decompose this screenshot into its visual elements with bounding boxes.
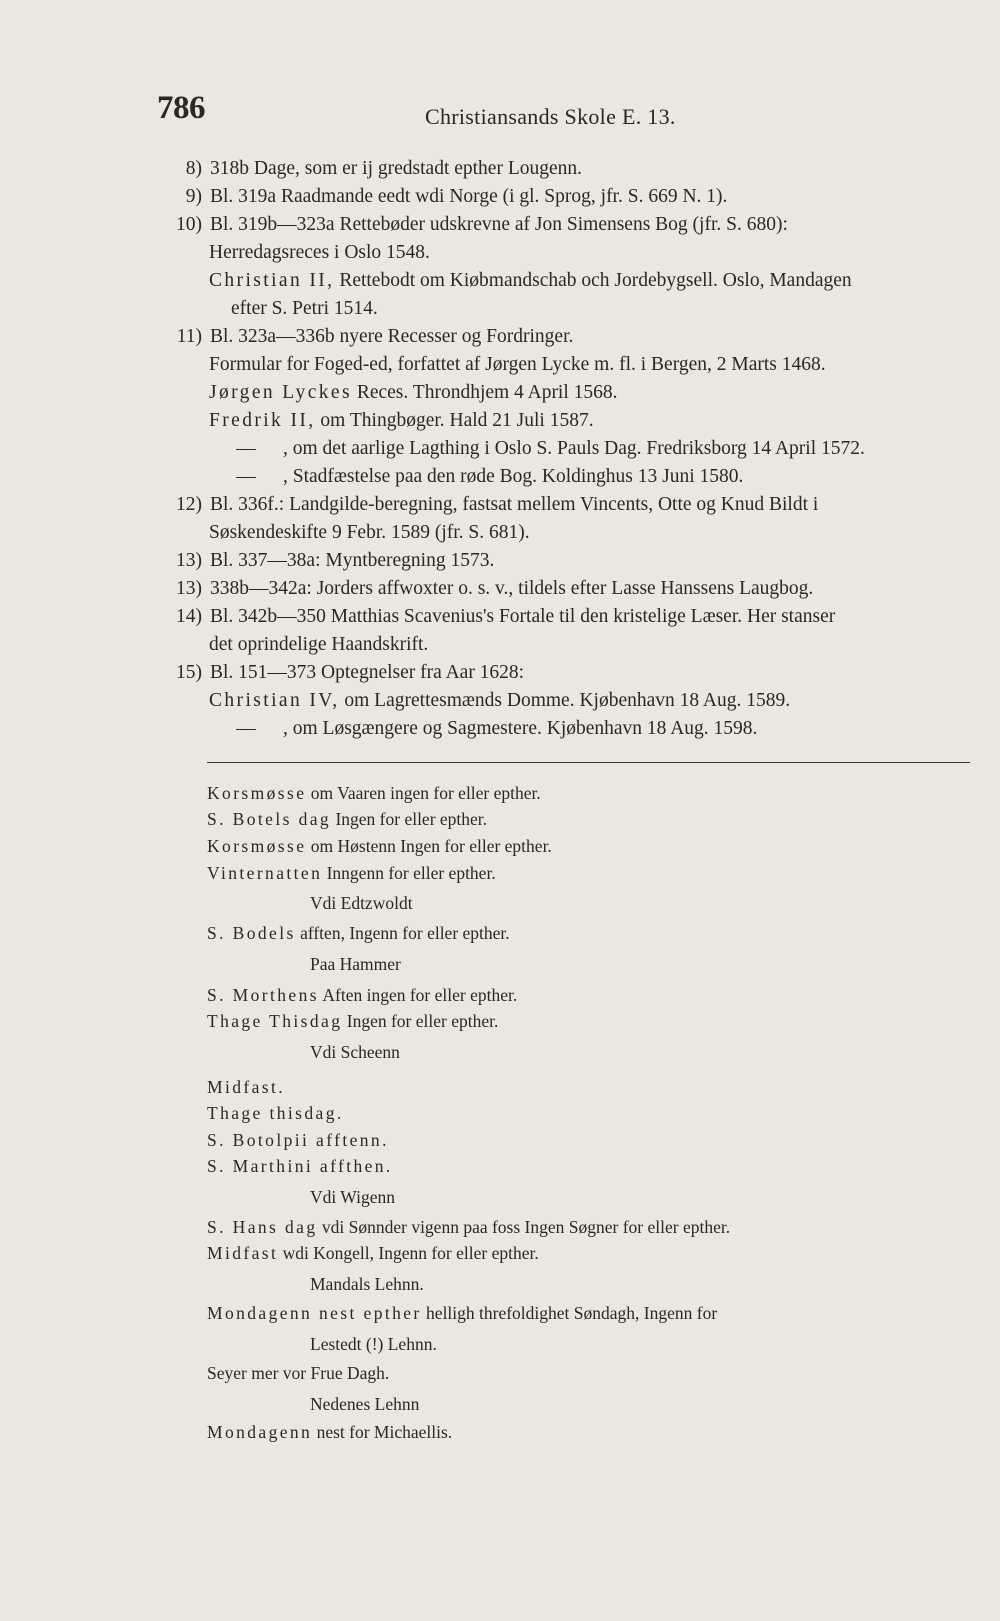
entry-line	[209, 465, 743, 489]
source-text: Ingen for eller epther.	[342, 1011, 499, 1031]
entry-text: om Thingbøger. Hald 21 Juli 1587.	[315, 410, 594, 431]
source-text: Aften ingen for eller epther.	[318, 985, 518, 1005]
entry-line	[150, 493, 818, 517]
source-line	[207, 1076, 285, 1098]
place-heading: Mandals Lehnn.	[310, 1274, 424, 1294]
entry-number: 10)	[176, 214, 202, 235]
entry-line	[209, 717, 757, 741]
entry-text: om Lagrettesmænds Domme. Kjøbenhavn 18 Aug. 1589.	[339, 690, 791, 711]
source-line	[207, 1155, 393, 1177]
place-heading: Nedenes Lehnn	[310, 1394, 420, 1414]
entry-line	[209, 689, 790, 713]
spaced-term: Midfast	[207, 1243, 279, 1263]
entry-text: 338b—342a: Jorders affwoxter o. s. v., tildels efter Lasse Hanssens Laugbog.	[210, 578, 814, 599]
entry-line	[209, 241, 430, 265]
entry-text: , om det aarlige Lagthing i Oslo S. Pauls Dag. Fredriksborg 14 April 1572.	[283, 438, 865, 459]
entry-line	[209, 633, 428, 657]
entry-text: Bl. 323a—336b nyere Recesser og Fordringer.	[210, 326, 574, 347]
spaced-term: S. Hans dag	[207, 1217, 318, 1237]
entry-text: Formular for Foged-ed, forfattet af Jørgen Lycke m. fl. i Bergen, 2 Marts 1468.	[209, 354, 826, 375]
entry-text: Bl. 151—373 Optegnelser fra Aar 1628:	[210, 662, 525, 683]
source-text: Seyer mer vor Frue Dagh.	[207, 1363, 390, 1383]
place-heading: Vdi Wigenn	[310, 1187, 396, 1207]
spaced-term: Korsmøsse	[207, 836, 307, 856]
entry-number: 8)	[185, 158, 202, 179]
ditto-dash: —	[236, 466, 256, 487]
entry-number: 11)	[176, 326, 202, 347]
source-text: helligh threfoldighet Søndagh, Ingenn for	[421, 1303, 718, 1323]
spaced-term: Thage Thisdag	[207, 1011, 343, 1031]
entry-text: , Stadfæstelse paa den røde Bog. Koldinghus 13 Juni 1580.	[283, 466, 744, 487]
source-text: Inngenn for eller epther.	[322, 863, 496, 883]
entry-line	[209, 409, 594, 433]
source-line	[207, 1421, 452, 1443]
entry-line	[231, 297, 378, 321]
place-heading: Vdi Edtzwoldt	[310, 893, 413, 913]
source-text: wdi Kongell, Ingenn for eller epther.	[278, 1243, 539, 1263]
entry-line	[150, 213, 788, 237]
source-line	[207, 782, 541, 804]
entry-line	[209, 353, 826, 377]
source-line	[207, 862, 496, 884]
place-heading: Paa Hammer	[310, 954, 401, 974]
entry-text: Bl. 319a Raadmande eedt wdi Norge (i gl. Sprog, jfr. S. 669 N. 1).	[210, 186, 728, 207]
entry-text: efter S. Petri 1514.	[231, 298, 378, 319]
source-text: om Vaaren ingen for eller epther.	[306, 783, 541, 803]
entry-number: 15)	[176, 662, 202, 683]
spaced-term: S. Bodels	[207, 923, 296, 943]
entry-number: 13)	[176, 550, 202, 571]
entry-number: 13)	[176, 578, 202, 599]
source-line	[207, 1129, 389, 1151]
entry-number: 12)	[176, 494, 202, 515]
ditto-dash: —	[236, 718, 256, 739]
source-line	[207, 1302, 717, 1324]
entry-text: Reces. Throndhjem 4 April 1568.	[351, 382, 618, 403]
spaced-name: Christian II,	[209, 270, 335, 291]
entry-text: Bl. 342b—350 Matthias Scavenius's Fortale til den kristelige Læser. Her stanser	[210, 606, 836, 627]
entry-line	[209, 521, 530, 545]
spaced-name: Christian IV,	[209, 690, 340, 711]
entry-number: 14)	[176, 606, 202, 627]
entry-text: Rettebodt om Kiøbmandschab och Jordebygsell. Oslo, Mandagen	[334, 270, 852, 291]
spaced-term: Mondagenn	[207, 1422, 313, 1442]
spaced-term: Thage thisdag.	[207, 1103, 344, 1123]
entry-line	[209, 381, 618, 405]
ditto-dash: —	[236, 438, 256, 459]
source-line	[207, 808, 487, 830]
place-heading: Lestedt (!) Lehnn.	[310, 1334, 437, 1354]
entry-text: Bl. 337—38a: Myntberegning 1573.	[210, 550, 495, 571]
place-heading: Vdi Scheenn	[310, 1042, 400, 1062]
spaced-term: S. Marthini affthen.	[207, 1156, 393, 1176]
spaced-term: S. Morthens	[207, 985, 319, 1005]
spaced-term: S. Botels dag	[207, 809, 332, 829]
entry-line	[150, 605, 835, 629]
entry-line	[209, 269, 852, 293]
source-line	[207, 1362, 389, 1384]
spaced-name: Fredrik II,	[209, 410, 316, 431]
source-line	[207, 922, 510, 944]
entry-line	[209, 437, 865, 461]
source-text: vdi Sønnder vigenn paa foss Ingen Søgner for eller epther.	[317, 1217, 731, 1237]
section-divider	[207, 762, 970, 763]
entry-line	[150, 185, 727, 209]
source-line	[207, 1216, 730, 1238]
source-line	[207, 984, 517, 1006]
source-line	[207, 1102, 344, 1124]
source-line	[207, 835, 552, 857]
entry-text: 318b Dage, som er ij gredstadt epther Lougenn.	[210, 158, 583, 179]
entry-text: Herredagsreces i Oslo 1548.	[209, 242, 430, 263]
source-text: Ingen for eller epther.	[331, 809, 488, 829]
entry-line	[150, 549, 494, 573]
source-text: om Høstenn Ingen for eller epther.	[306, 836, 552, 856]
spaced-term: S. Botolpii afftenn.	[207, 1130, 389, 1150]
entry-text: Søskendeskifte 9 Febr. 1589 (jfr. S. 681).	[209, 522, 530, 543]
entry-text: Bl. 336f.: Landgilde-beregning, fastsat mellem Vincents, Otte og Knud Bildt i	[210, 494, 819, 515]
spaced-term: Midfast.	[207, 1077, 286, 1097]
spaced-term: Vinternatten	[207, 863, 323, 883]
spaced-name: Jørgen Lyckes	[209, 382, 352, 403]
entry-line	[150, 325, 573, 349]
running-title: Christiansands Skole E. 13.	[425, 104, 676, 129]
page-number: 786	[157, 90, 205, 126]
source-text: nest for Michaellis.	[312, 1422, 453, 1442]
spaced-term: Korsmøsse	[207, 783, 307, 803]
source-line	[207, 1010, 498, 1032]
entry-line	[150, 577, 813, 601]
entry-line	[150, 661, 524, 685]
entry-text: , om Løsgængere og Sagmestere. Kjøbenhavn 18 Aug. 1598.	[283, 718, 758, 739]
source-text: afften, Ingenn for eller epther.	[295, 923, 510, 943]
spaced-term: Mondagenn nest epther	[207, 1303, 422, 1323]
entry-text: Bl. 319b—323a Rettebøder udskrevne af Jon Simensens Bog (jfr. S. 680):	[210, 214, 788, 235]
entry-line	[150, 157, 582, 181]
entry-number: 9)	[185, 186, 202, 207]
entry-text: det oprindelige Haandskrift.	[209, 634, 429, 655]
source-line	[207, 1242, 539, 1264]
